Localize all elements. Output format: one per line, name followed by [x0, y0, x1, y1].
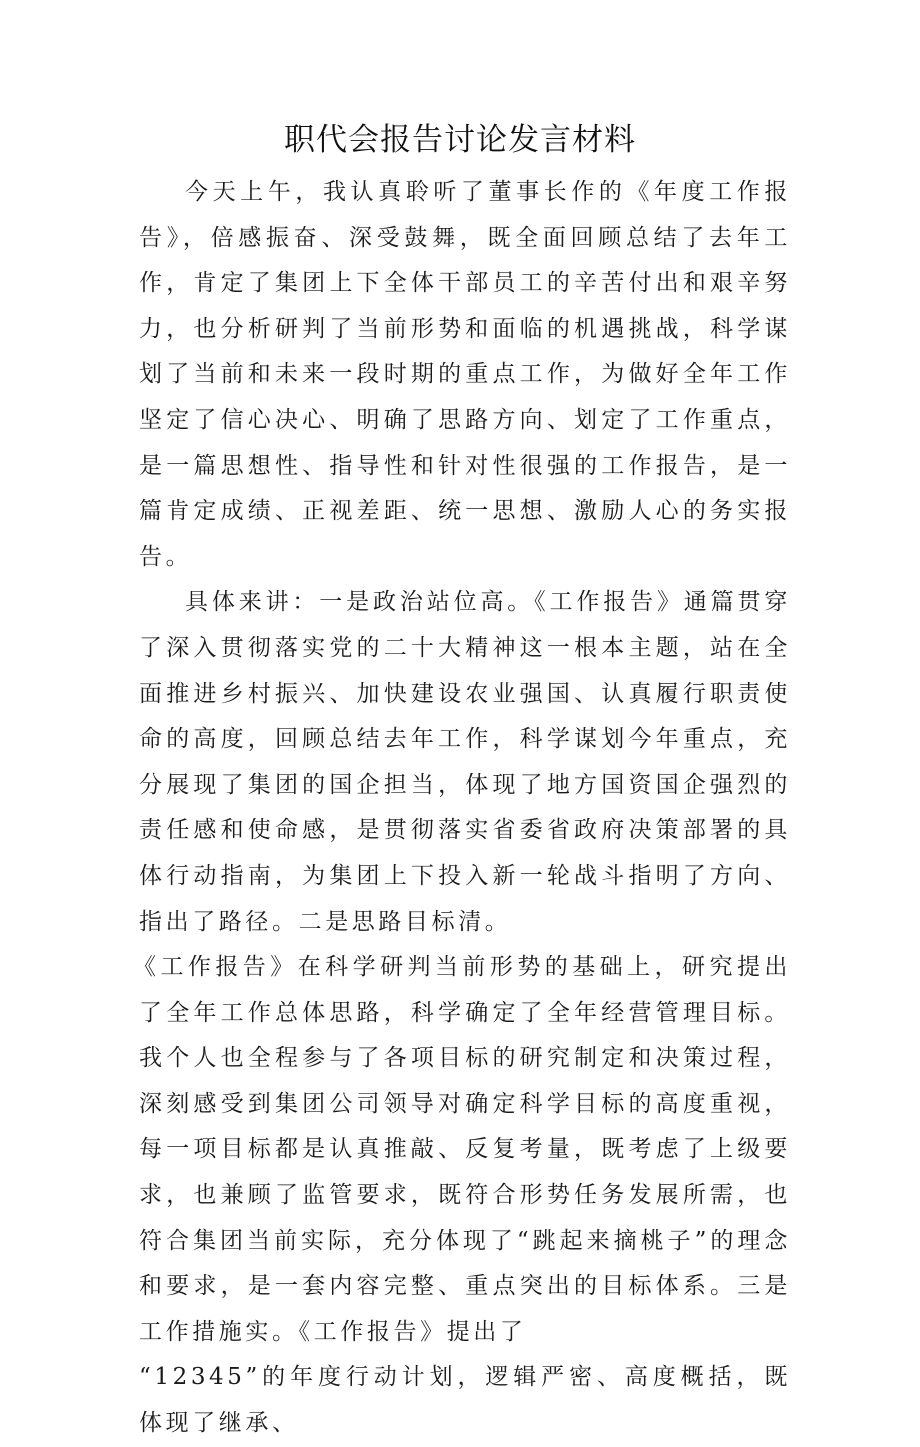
paragraph-intro: 今天上午，我认真聆听了董事长作的《年度工作报告》，倍感振奋、深受鼓舞，既全面回顾总结了去年工作，肯定了集团上下全体干部员工的辛苦付出和艰辛努力，也分析研判了当前形势和面临的机遇挑战，科学谋划了当前和未来一段时期的重点工作，为做好全年工作坚定了信心决心、明确了思路方向、划定了工作重点，是一篇思想性、指导性和针对性很强的工作报告，是一篇肯定成绩、正视差距、统一思想、激励人心的务实报告。 [139, 179, 791, 570]
document-body [133, 170, 791, 1447]
paragraph-goals: 《工作报告》在科学研判当前形势的基础上，研究提出了全年工作总体思路，科学确定了全年经营管理目标。我个人也全程参与了各项目标的研究制定和决策过程，深刻感受到集团公司领导对确定科学目标的高度重视，每一项目标都是认真推敲、反复考量，既考虑了上级要求，也兼顾了监管要求，既符合形势任务发展所需，也符合集团当前实际，充分体现了“跳起来摘桃子”的理念和要求，是一套内容完整、重点突出的目标体系。三是工作措施实。《工作报告》提出了 [133, 954, 791, 1345]
paragraph-action-plan: “12345”的年度行动计划，逻辑严密、高度概括，既体现了继承、 [139, 1364, 791, 1437]
document-title: 职代会报告讨论发言材料 [284, 122, 636, 158]
paragraph-specifics: 具体来讲：一是政治站位高。《工作报告》通篇贯穿了深入贯彻落实党的二十大精神这一根本主题，站在全面推进乡村振兴、加快建设农业强国、认真履行职责使命的高度，回顾总结去年工作，科学谋划今年重点，充分展现了集团的国企担当，体现了地方国资国企强烈的责任感和使命感，是贯彻落实省委省政府决策部署的具体行动指南，为集团上下投入新一轮战斗指明了方向、指出了路径。二是思路目标清。 [139, 589, 791, 935]
